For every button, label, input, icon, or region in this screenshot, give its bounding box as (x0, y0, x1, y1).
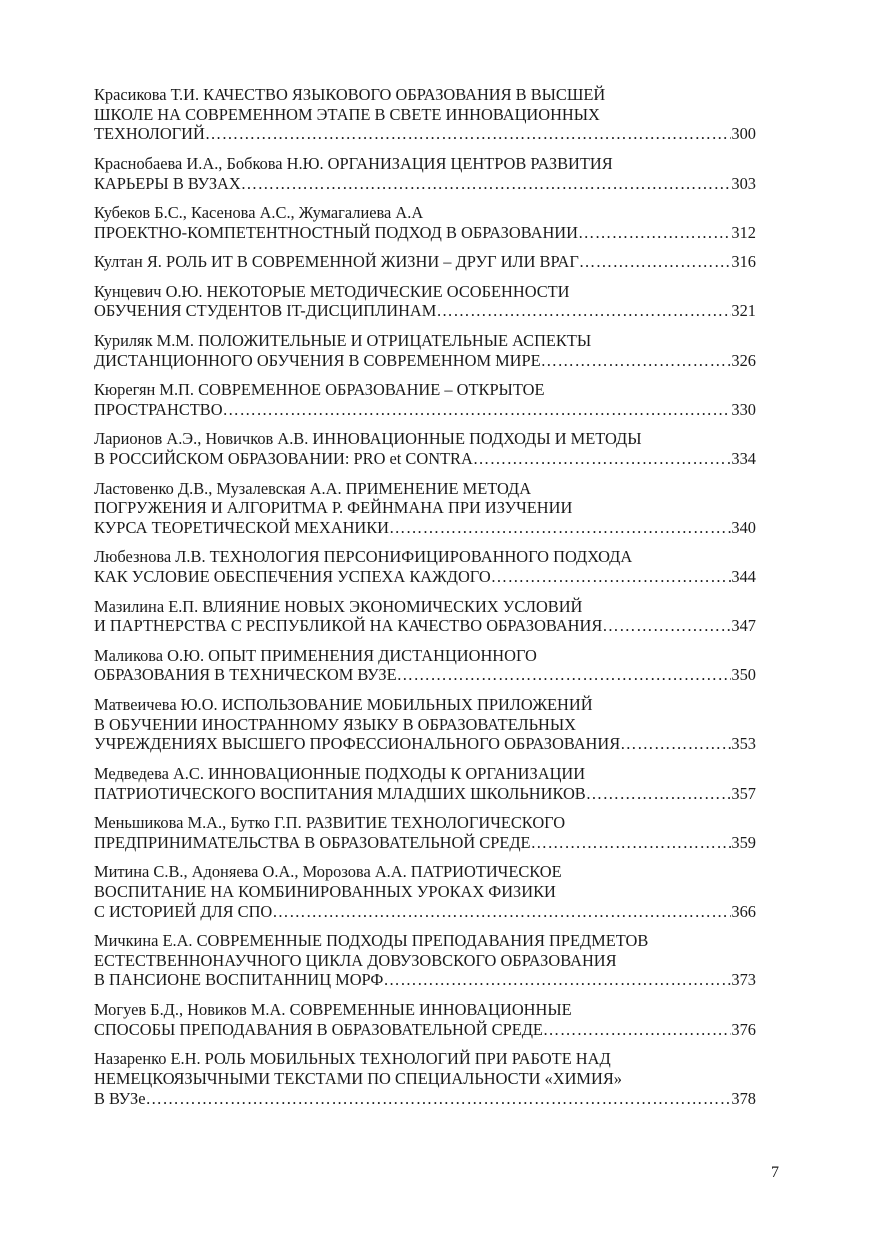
toc-entry-page: 334 (731, 449, 756, 468)
dot-leader (389, 518, 731, 538)
toc-entry-page: 321 (731, 301, 756, 321)
toc-entry-title-end: УЧРЕЖДЕНИЯХ ВЫСШЕГО ПРОФЕССИОНАЛЬНОГО ОБРАЗОВАНИЯ (94, 734, 621, 754)
toc-entry-line: Кюрегян М.П. СОВРЕМЕННОЕ ОБРАЗОВАНИЕ – ОТКРЫТОЕ (94, 380, 545, 400)
toc-entry-line: Митина С.В., Адоняева О.А., Морозова А.А. ПАТРИОТИЧЕСКОЕ (94, 862, 562, 882)
dot-leader (397, 665, 732, 685)
toc-entry-line: Матвеичева Ю.О. ИСПОЛЬЗОВАНИЕ МОБИЛЬНЫХ ПРИЛОЖЕНИЙ (94, 694, 593, 714)
toc-entry (94, 1000, 756, 1039)
toc-entry-page: 326 (731, 350, 756, 370)
toc-entry-page: 366 (731, 901, 756, 921)
toc-entry (94, 646, 756, 685)
toc-entry-last-line (94, 174, 756, 194)
dot-leader (436, 301, 731, 321)
toc-entry-page: 312 (731, 222, 756, 242)
toc-entry-page: 303 (731, 173, 756, 193)
toc-entry-last-line (94, 223, 756, 243)
dot-leader (541, 351, 732, 371)
toc-entry-title-end: ПРОЕКТНО-КОМПЕТЕНТНОСТНЫЙ ПОДХОД В ОБРАЗОВАНИИ (94, 222, 578, 242)
toc-entry-last-line (94, 518, 756, 538)
toc-entry (94, 380, 756, 419)
toc-entry (94, 154, 756, 193)
dot-leader (205, 124, 732, 144)
toc-entry-line: Кубеков Б.С., Касенова А.С., Жумагалиева А.А (94, 203, 424, 223)
toc-entry-title-end: КУРСА ТЕОРЕТИЧЕСКОЙ МЕХАНИКИ (94, 517, 390, 537)
toc-entry (94, 813, 756, 852)
toc-entry-title-end: В ПАНСИОНЕ ВОСПИТАННИЦ МОРФ (94, 970, 384, 990)
toc-entry-title-end: ОБУЧЕНИЯ СТУДЕНТОВ IT-ДИСЦИПЛИНАМ (94, 301, 437, 321)
dot-leader (272, 902, 731, 922)
toc-entry-line: Назаренко Е.Н. РОЛЬ МОБИЛЬНЫХ ТЕХНОЛОГИЙ ПРИ РАБОТЕ НАД (94, 1049, 611, 1069)
toc-entry-last-line (94, 1020, 756, 1040)
toc-entry-line: Медведева А.С. ИННОВАЦИОННЫЕ ПОДХОДЫ К ОРГАНИЗАЦИИ (94, 763, 586, 783)
toc-entry-page: 347 (731, 616, 756, 636)
toc-entry (94, 331, 756, 370)
toc-entry-title-end: ТЕХНОЛОГИЙ (94, 124, 205, 144)
toc-entry-line: НЕМЕЦКОЯЗЫЧНЫМИ ТЕКСТАМИ ПО СПЕЦИАЛЬНОСТИ «ХИМИЯ» (94, 1068, 622, 1088)
toc-entry-page: 357 (731, 783, 756, 803)
toc-entry (94, 764, 756, 803)
toc-entry-last-line (94, 734, 756, 754)
toc-entry-page: 350 (731, 665, 756, 685)
dot-leader (531, 833, 732, 853)
toc-entry-line: Маликова О.Ю. ОПЫТ ПРИМЕНЕНИЯ ДИСТАНЦИОННОГО (94, 645, 537, 665)
dot-leader (578, 223, 731, 243)
toc-entry-line: Ластовенко Д.В., Музалевская А.А. ПРИМЕНЕНИЕ МЕТОДА (94, 478, 532, 498)
toc-entry-line: ПОГРУЖЕНИЯ И АЛГОРИТМА Р. ФЕЙНМАНА ПРИ ИЗУЧЕНИИ (94, 498, 573, 518)
dot-leader (543, 1020, 731, 1040)
toc-entry-last-line (94, 833, 756, 853)
toc-entry-line: Любезнова Л.В. ТЕХНОЛОГИЯ ПЕРСОНИФИЦИРОВАННОГО ПОДХОДА (94, 547, 633, 567)
toc-entry-line: В ОБУЧЕНИИ ИНОСТРАННОМУ ЯЗЫКУ В ОБРАЗОВАТЕЛЬНЫХ (94, 714, 576, 734)
toc-entry-line: Красикова Т.И. КАЧЕСТВО ЯЗЫКОВОГО ОБРАЗОВАНИЯ В ВЫСШЕЙ (94, 85, 606, 104)
dot-leader (383, 970, 731, 990)
page-number: 7 (771, 1164, 779, 1181)
dot-leader (602, 616, 731, 636)
toc-entry (94, 547, 756, 586)
toc-entry-title-end: ОБРАЗОВАНИЯ В ТЕХНИЧЕСКОМ ВУЗЕ (94, 665, 397, 685)
toc-entry-title-end: СПОСОБЫ ПРЕПОДАВАНИЯ В ОБРАЗОВАТЕЛЬНОЙ СРЕДЕ (94, 1019, 543, 1039)
toc-entry-last-line (94, 252, 756, 272)
toc-entry-line: ЕСТЕСТВЕННОНАУЧНОГО ЦИКЛА ДОВУЗОВСКОГО ОБРАЗОВАНИЯ (94, 950, 617, 970)
toc-entry-last-line (94, 400, 756, 420)
dot-leader (491, 567, 732, 587)
toc-entry (94, 695, 756, 754)
toc-entry-last-line (94, 449, 756, 469)
toc-entry-last-line (94, 784, 756, 804)
toc-entry (94, 597, 756, 636)
toc-entry-page: 359 (731, 832, 756, 852)
toc-entry-title-end: В РОССИЙСКОМ ОБРАЗОВАНИИ: PRO et CONTRA (94, 449, 473, 468)
toc-entry-last-line (94, 567, 756, 587)
toc-entry (94, 931, 756, 990)
toc-entry-page: 373 (731, 970, 756, 990)
toc-entry-line: Мазилина Е.П. ВЛИЯНИЕ НОВЫХ ЭКОНОМИЧЕСКИХ УСЛОВИЙ (94, 596, 583, 616)
toc-entry-last-line (94, 970, 756, 990)
toc-entry-line: Куриляк М.М. ПОЛОЖИТЕЛЬНЫЕ И ОТРИЦАТЕЛЬНЫЕ АСПЕКТЫ (94, 330, 592, 350)
toc-entry-title-end: ПАТРИОТИЧЕСКОГО ВОСПИТАНИЯ МЛАДШИХ ШКОЛЬНИКОВ (94, 783, 586, 803)
toc-entry (94, 85, 756, 144)
toc-entry (94, 479, 756, 538)
toc-entry-title-end: ПРЕДПРИНИМАТЕЛЬСТВА В ОБРАЗОВАТЕЛЬНОЙ СРЕДЕ (94, 832, 531, 852)
toc-entry-title-end: КАК УСЛОВИЕ ОБЕСПЕЧЕНИЯ УСПЕХА КАЖДОГО (94, 567, 491, 587)
toc-entry-line: Ларионов А.Э., Новичков А.В. ИННОВАЦИОННЫЕ ПОДХОДЫ И МЕТОДЫ (94, 429, 642, 449)
toc-entry-title-end: Култан Я. РОЛЬ ИТ В СОВРЕМЕННОЙ ЖИЗНИ – ДРУГ ИЛИ ВРАГ (94, 252, 579, 272)
toc-entry-title-end: ДИСТАНЦИОННОГО ОБУЧЕНИЯ В СОВРЕМЕННОМ МИРЕ (94, 350, 541, 370)
toc-entry-line: ШКОЛЕ НА СОВРЕМЕННОМ ЭТАПЕ В СВЕТЕ ИННОВАЦИОННЫХ (94, 104, 600, 124)
toc-entry-page: 376 (731, 1019, 756, 1039)
dot-leader (620, 734, 731, 754)
toc-entry-line: Кунцевич О.Ю. НЕКОТОРЫЕ МЕТОДИЧЕСКИЕ ОСОБЕННОСТИ (94, 281, 570, 301)
dot-leader (241, 174, 732, 194)
dot-leader (473, 449, 732, 469)
toc-entry-title-end: В ВУЗе (94, 1088, 146, 1108)
toc-entry-last-line (94, 301, 756, 321)
toc-entry (94, 862, 756, 921)
toc-entry-page: 344 (731, 567, 756, 587)
toc-entry (94, 252, 756, 272)
toc-entry-last-line (94, 124, 756, 144)
toc-entry-last-line (94, 665, 756, 685)
toc-entry-title-end: С ИСТОРИЕЙ ДЛЯ СПО (94, 901, 273, 921)
toc-entry-page: 330 (731, 399, 756, 419)
toc-entry-line: Меньшикова М.А., Бутко Г.П. РАЗВИТИЕ ТЕХНОЛОГИЧЕСКОГО (94, 813, 566, 832)
toc-entry-last-line (94, 351, 756, 371)
dot-leader (223, 400, 732, 420)
toc-entry-page: 316 (731, 252, 756, 272)
toc-entry-last-line (94, 616, 756, 636)
toc-entry (94, 203, 756, 242)
dot-leader (146, 1089, 732, 1109)
table-of-contents (94, 85, 756, 1118)
toc-entry (94, 429, 756, 468)
toc-entry-page: 378 (731, 1088, 756, 1108)
dot-leader (579, 252, 732, 272)
toc-entry-page: 300 (731, 124, 756, 144)
toc-entry-line: Мичкина Е.А. СОВРЕМЕННЫЕ ПОДХОДЫ ПРЕПОДАВАНИЯ ПРЕДМЕТОВ (94, 931, 649, 951)
toc-entry-last-line (94, 1089, 756, 1109)
toc-entry-title-end: И ПАРТНЕРСТВА С РЕСПУБЛИКОЙ НА КАЧЕСТВО ОБРАЗОВАНИЯ (94, 616, 603, 636)
dot-leader (586, 784, 732, 804)
toc-entry-line: Краснобаева И.А., Бобкова Н.Ю. ОРГАНИЗАЦИЯ ЦЕНТРОВ РАЗВИТИЯ (94, 153, 613, 173)
toc-entry-last-line (94, 902, 756, 922)
toc-entry-line: ВОСПИТАНИЕ НА КОМБИНИРОВАННЫХ УРОКАХ ФИЗИКИ (94, 881, 556, 901)
toc-entry-page: 340 (731, 517, 756, 537)
toc-entry-title-end: ПРОСТРАНСТВО (94, 399, 223, 419)
toc-entry-page: 353 (731, 734, 756, 754)
toc-entry (94, 282, 756, 321)
toc-entry-title-end: КАРЬЕРЫ В ВУЗАХ (94, 173, 241, 193)
toc-entry (94, 1049, 756, 1108)
toc-entry-line: Могуев Б.Д., Новиков М.А. СОВРЕМЕННЫЕ ИННОВАЦИОННЫЕ (94, 999, 572, 1019)
